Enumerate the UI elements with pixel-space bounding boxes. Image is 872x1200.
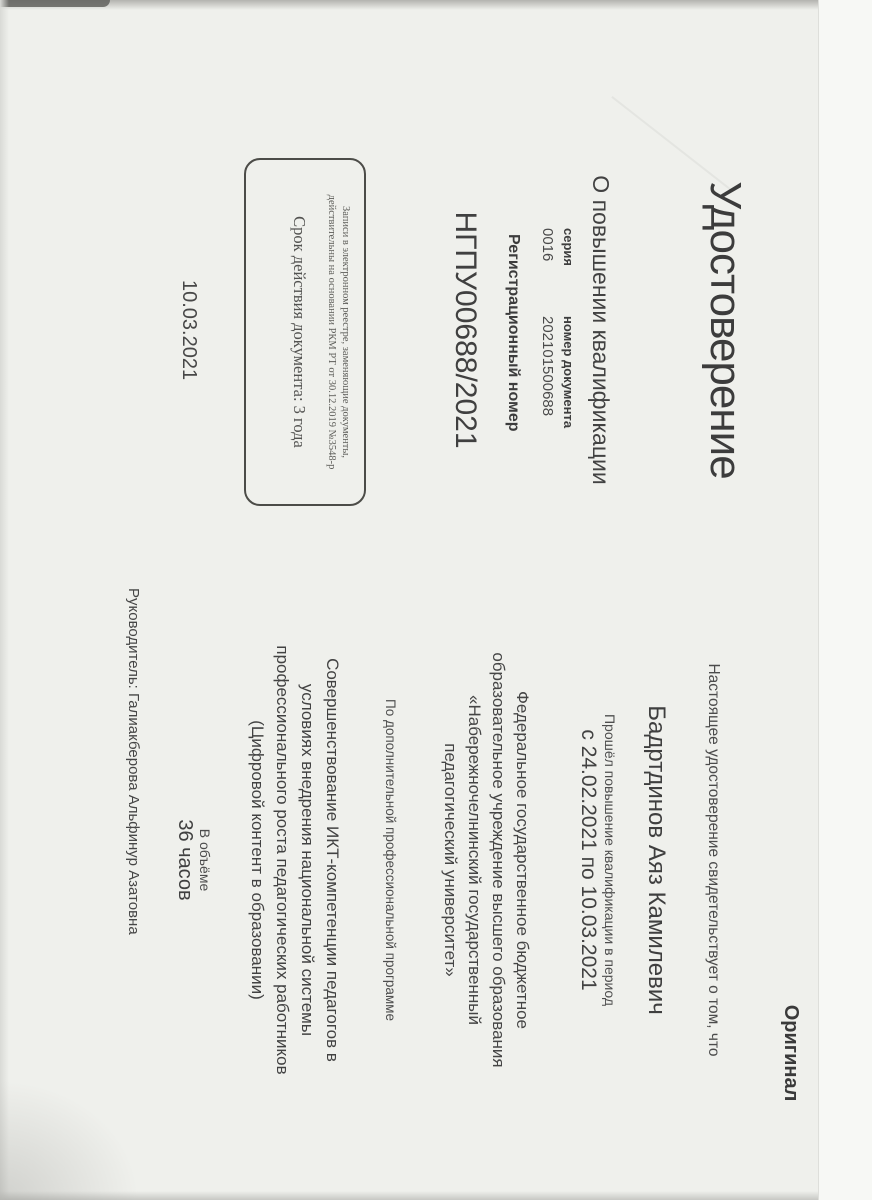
- original-badge: Оригинал: [780, 1004, 802, 1102]
- validity-period-text: Срок действия документа: 3 года: [290, 216, 309, 448]
- series-value: 0016: [539, 228, 556, 262]
- document-number-label: номер документа: [561, 316, 576, 429]
- institution-line2: образовательное учреждение высшего образования: [489, 652, 508, 1068]
- holder-name: Бадртдинов Аяз Камилевич: [643, 705, 670, 1015]
- program-intro: По дополнительной профессиональной программе: [383, 699, 398, 1021]
- volume-hours: 36 часов: [174, 819, 196, 901]
- issue-date: 10.03.2021: [178, 280, 200, 381]
- institution-line4: педагогический университет»: [441, 743, 460, 977]
- series-label: серия: [561, 228, 576, 266]
- registry-note-line2: действительны на основании РКМ РТ от 30.12.2019 №3548-р: [326, 194, 338, 470]
- head-signature-line: Руководитель: Галиакберова Альфинур Азатовна: [125, 588, 142, 935]
- registration-number-label: Регистрационный номер: [505, 234, 522, 432]
- institution-line1: Федеральное государственное бюджетное: [513, 691, 532, 1029]
- training-period-dates: с 24.02.2021 по 10.03.2021: [577, 729, 600, 991]
- certificate-subtitle: О повышении квалификации: [588, 175, 614, 485]
- institution-name: [438, 575, 534, 1145]
- program-title-line4: (Цифровой контент в образовании): [248, 720, 267, 1000]
- certifies-statement: Настоящее удостоверение свидетельствует о том, что: [705, 663, 722, 1057]
- program-title: [245, 575, 345, 1145]
- program-title-line3: профессионального роста педагогических работников: [273, 645, 292, 1075]
- program-title-line1: Совершенствование ИКТ-компетенции педагогов в: [323, 658, 342, 1062]
- registry-note-line1: Записи в электронном реестре, заменяющие документы,: [340, 205, 351, 459]
- document-number-value: 202101500688: [539, 316, 556, 417]
- program-title-line2: условиях внедрения национальной системы: [298, 683, 317, 1037]
- registry-note-box: [244, 158, 366, 506]
- certificate-title: Удостоверение: [701, 181, 750, 479]
- registration-number-value: НГПУ00688/2021: [449, 211, 482, 449]
- institution-line3: «Набережночелнинский государственный: [465, 695, 484, 1025]
- series-number-block: [539, 228, 576, 428]
- training-period-intro: Прошёл повышение квалификации в период: [602, 713, 618, 1007]
- volume-label: В объёме: [197, 828, 213, 892]
